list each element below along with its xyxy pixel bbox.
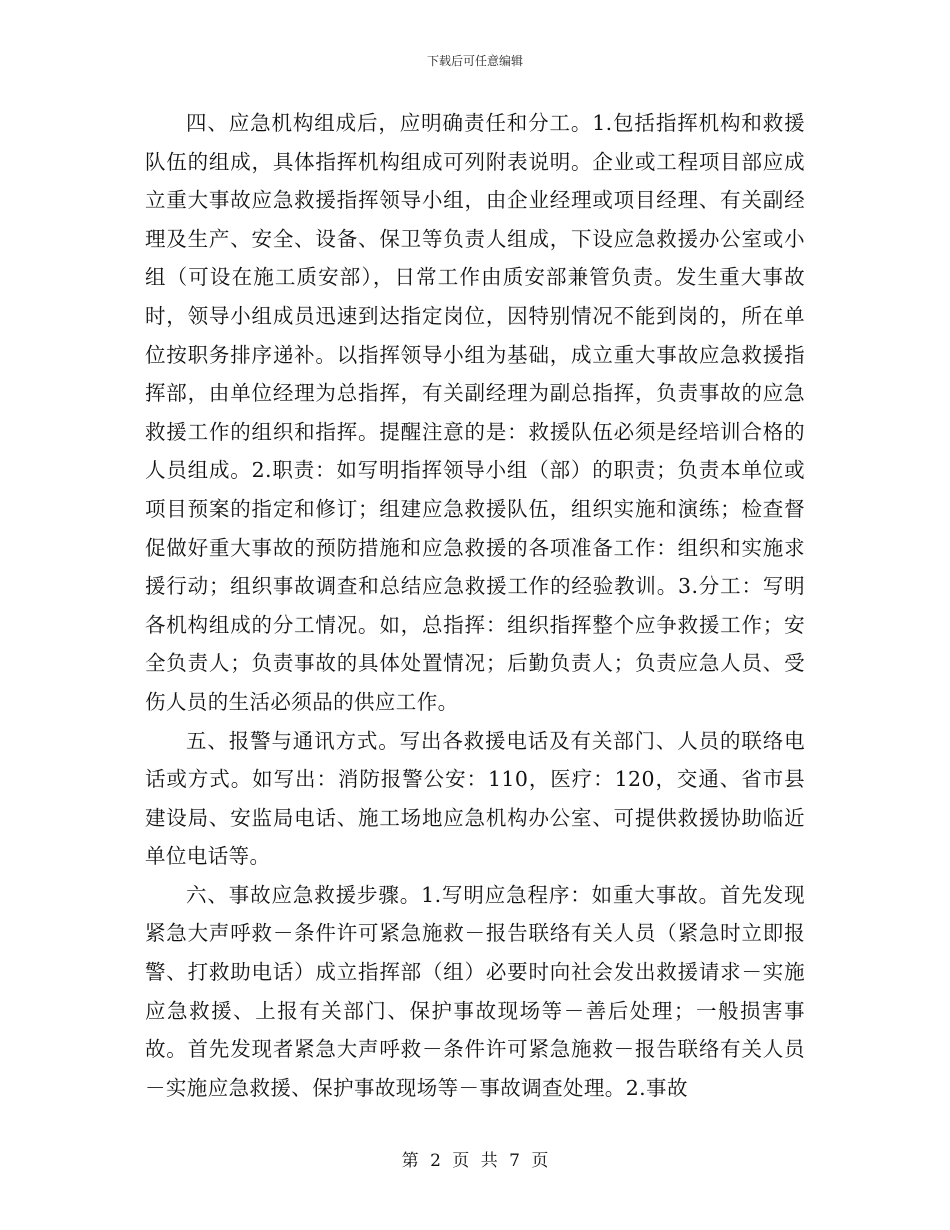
document-body xyxy=(145,104,805,1107)
paragraph-alarm-communication: 五、报警与通讯方式。写出各救援电话及有关部门、人员的联络电话或方式。如写出：消防报警公安：110，医疗：120，交通、省市县建设局、安监局电话、施工场地应急机构办公室、可提供救援协助临近单位电话等。 xyxy=(145,728,805,869)
page-header-note: 下载后可任意编辑 xyxy=(426,54,523,68)
paragraph-emergency-organization: 四、应急机构组成后，应明确责任和分工。1.包括指挥机构和救援队伍的组成，具体指挥机构组成可列附表说明。企业或工程项目部应成立重大事故应急救援指挥领导小组，由企业经理或项目经理、有关副经理及生产、安全、设备、保卫等负责人组成，下设应急救援办公室或小组（可设在施工质安部），日常工作由质安部兼管负责。发生重大事故时，领导小组成员迅速到达指定岗位，因特别情况不能到岗的，所在单位按职务排序递补。以指挥领导小组为基础，成立重大事故应急救援指挥部，由单位经理为总指挥，有关副经理为副总指挥，负责事故的应急救援工作的组织和指挥。提醒注意的是：救援队伍必须是经培训合格的人员组成。2.职责：如写明指挥领导小组（部）的职责；负责本单位或项目预案的指定和修订；组建应急救援队伍，组织实施和演练；检查督促做好重大事故的预防措施和应急救援的各项准备工作：组织和实施求援行动；组织事故调查和总结应急救援工作的经验教训。3.分工：写明各机构组成的分工情况。如，总指挥：组织指挥整个应争救援工作；安全负责人；负责事故的具体处置情况；后勤负责人；负责应急人员、受伤人员的生活必须品的供应工作。 xyxy=(145,111,805,714)
paragraph-rescue-steps: 六、事故应急救援步骤。1.写明应急程序：如重大事故。首先发现紧急大声呼救－条件许可紧急施救－报告联络有关人员（紧急时立即报警、打救助电话）成立指挥部（组）必要时向社会发出救援请求－实施应急救援、上报有关部门、保护事故现场等－善后处理；一般损害事故。首先发现者紧急大声呼救－条件许可紧急施救－报告联络有关人员－实施应急救援、保护事故现场等－事故调查处理。2.事故 xyxy=(145,882,805,1100)
page-number: 第 2 页 共 7 页 xyxy=(401,1151,549,1171)
